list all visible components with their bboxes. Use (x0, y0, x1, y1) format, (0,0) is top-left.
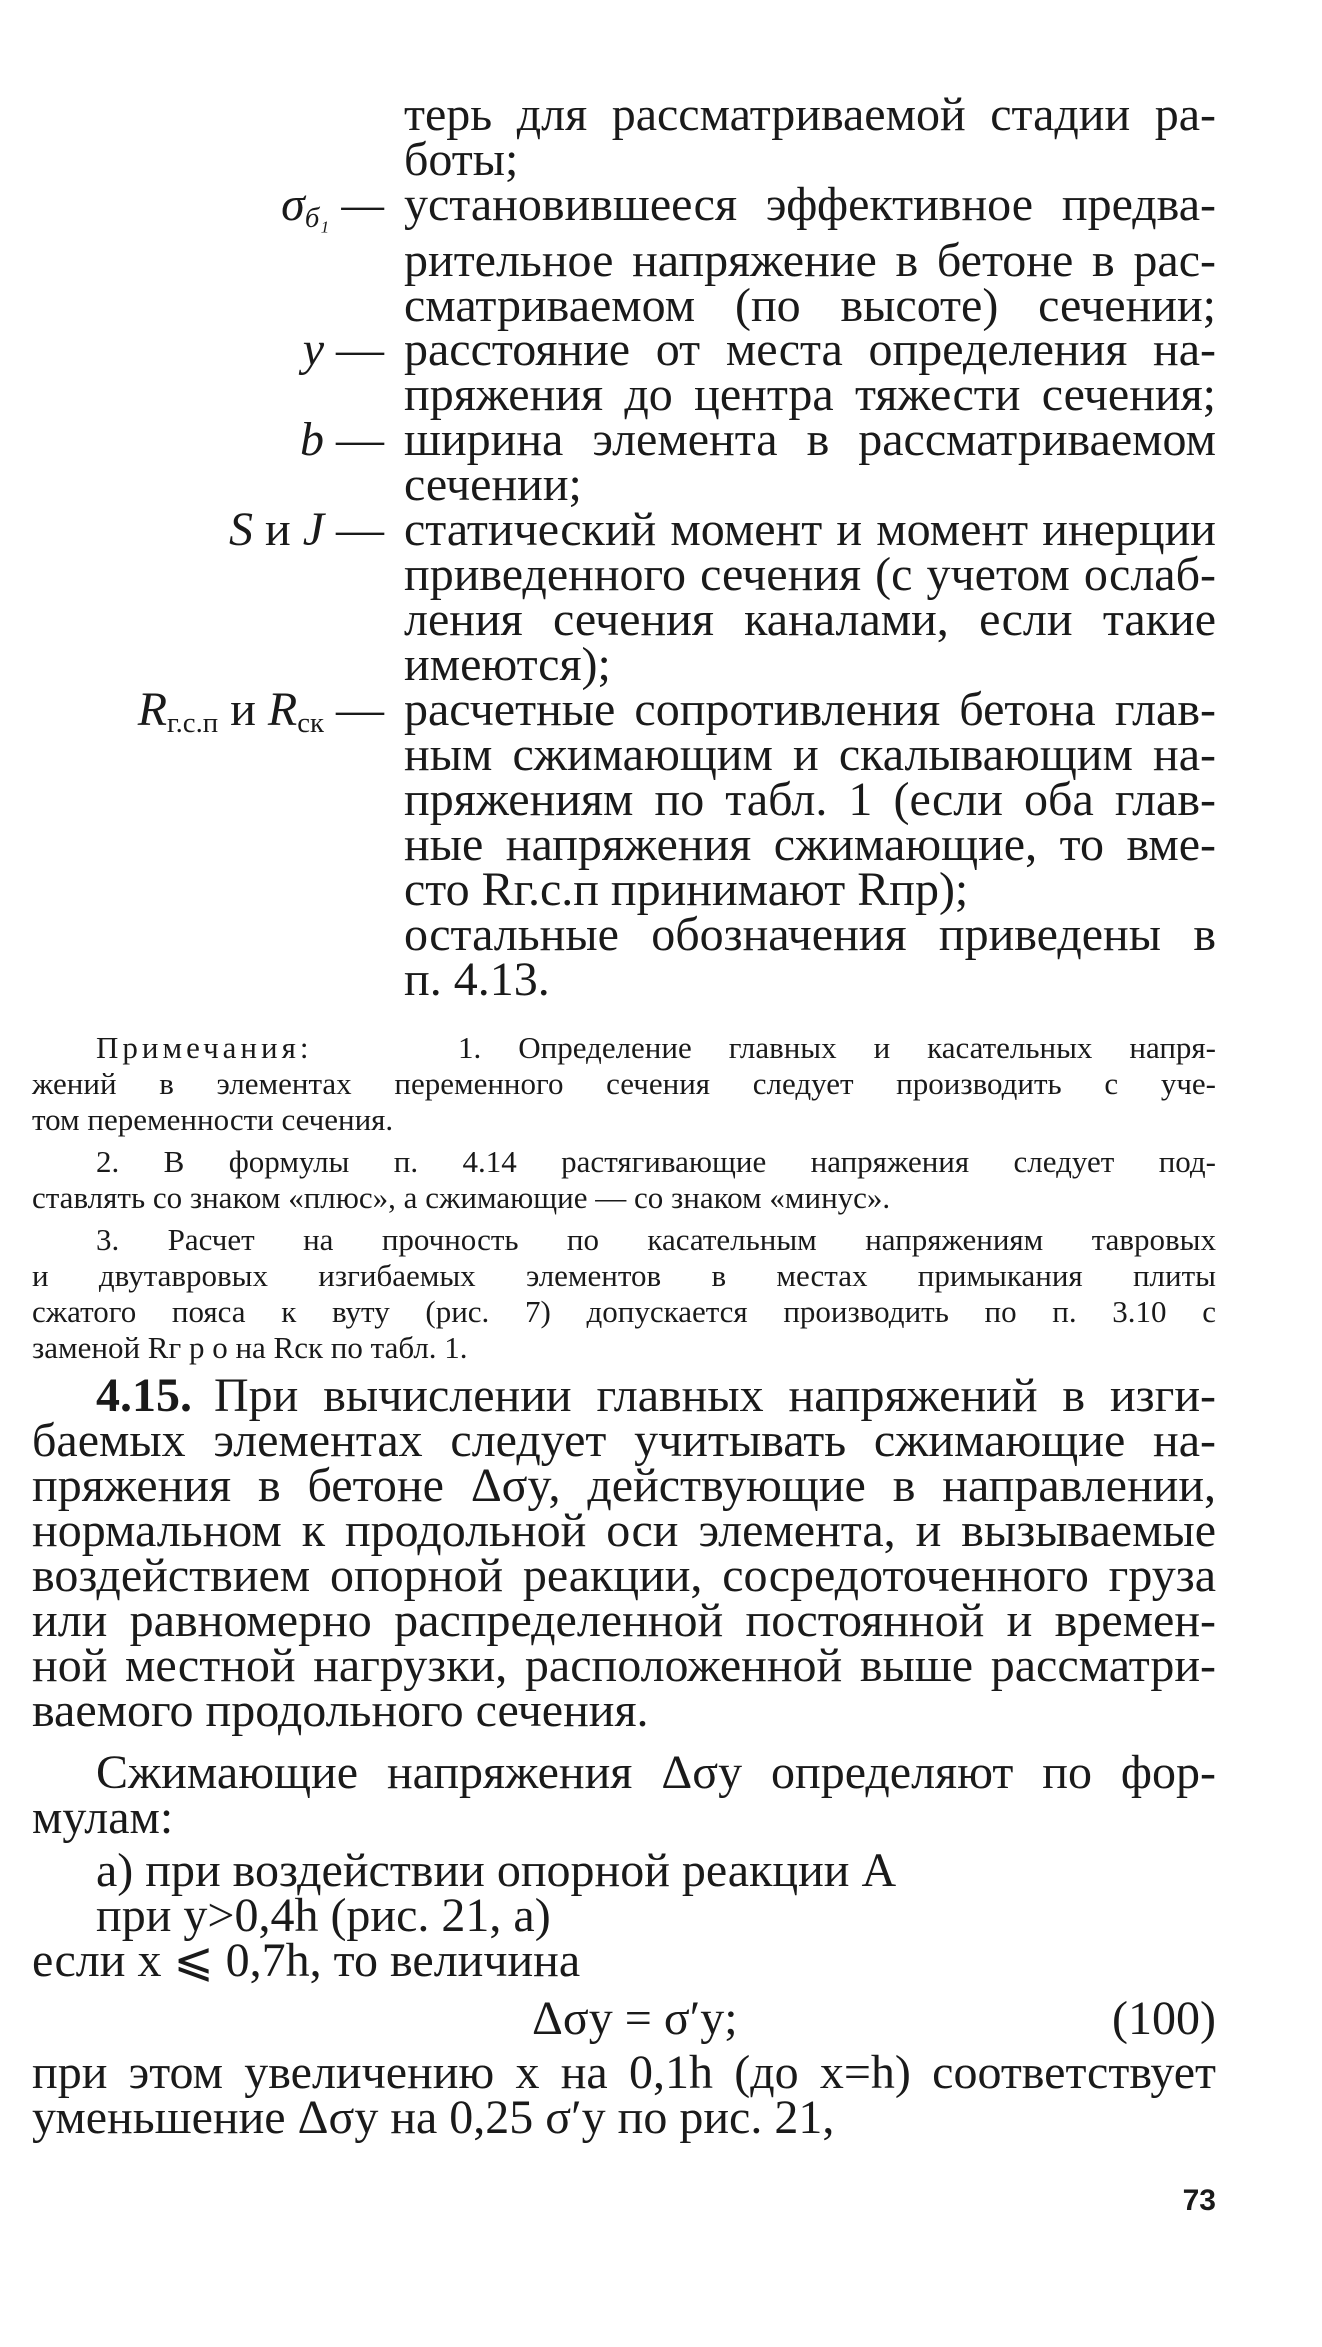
definition-term: b — (300, 413, 384, 466)
section-line: баемых элементах следует учитывать сжимающие на- (32, 1414, 1216, 1467)
section-number: 4.15. (96, 1369, 192, 1422)
section-line: При вычислении главных напряжений в изги- (214, 1369, 1216, 1422)
text-line: ления сечения каналами, если такие (404, 593, 1216, 646)
note-1-line: 1. Определение главных и касательных напря- (458, 1030, 1216, 1065)
text-line: сечении; (404, 458, 582, 511)
text-line: пряжениям по табл. 1 (если оба глав- (404, 773, 1216, 826)
note-3-line: заменой Rг р о на Rск по табл. 1. (32, 1330, 468, 1365)
paragraph-line: при этом увеличению x на 0,1h (до x=h) соответствует (32, 2046, 1216, 2099)
text-line: боты; (404, 133, 519, 186)
page-number: 73 (1182, 2184, 1216, 2217)
note-1-line: том переменности сечения. (32, 1102, 394, 1137)
paragraph-line: Сжимающие напряжения Δσy определяют по фор- (96, 1746, 1216, 1799)
text-line: терь для рассматриваемой стадии ра- (404, 88, 1216, 141)
note-3-line: 3. Расчет на прочность по касательным напряжениям тавровых (96, 1222, 1216, 1257)
definition-term: S и J — (229, 503, 384, 556)
definition-description (404, 683, 1216, 1006)
text-line: ным сжимающим и скалывающим на- (404, 728, 1216, 781)
text-line: сто Rг.с.п принимают Rпр); (404, 863, 969, 916)
section-line: нормальном к продольной оси элемента, и вызываемые (32, 1504, 1216, 1557)
section-line: ваемого продольного сечения. (32, 1684, 649, 1737)
text-line: п. 4.13. (404, 953, 550, 1006)
case-a-condition: при y>0,4h (рис. 21, a) (96, 1889, 551, 1942)
definition-term: $R_{г.с.п}$ и $R_{ск}$ — (137, 683, 384, 740)
text-line: рительное напряжение в бетоне в рас- (404, 234, 1216, 287)
definition-description (404, 503, 1216, 691)
definition-description (404, 323, 1216, 421)
definition-description (404, 178, 1216, 332)
definition-term: $\sigma_{б_1}$ — (281, 178, 384, 235)
formula-number: (100) (1112, 1992, 1216, 2045)
text-line: остальные обозначения приведены в (404, 908, 1216, 961)
note-2-line: 2. В формулы п. 4.14 растягивающие напряжения следует под- (96, 1144, 1216, 1179)
section-line: воздействием опорной реакции, сосредоточенного груза (32, 1549, 1216, 1602)
text-line: статический момент и момент инерции (404, 503, 1216, 556)
definition-description (404, 413, 1216, 511)
paragraph-line: мулам: (32, 1791, 174, 1844)
text-line: расчетные сопротивления бетона глав- (404, 683, 1216, 736)
text-line: ные напряжения сжимающие, то вме- (404, 818, 1216, 871)
text-line: имеются); (404, 638, 611, 691)
section-line: пряжения в бетоне Δσy, действующие в направлении, (32, 1459, 1216, 1512)
notes-heading: Примечания: (96, 1030, 313, 1065)
condition-line: если x ⩽ 0,7h, то величина (32, 1934, 581, 1987)
text-line: расстояние от места определения на- (404, 323, 1216, 376)
text-line: пряжения до центра тяжести сечения; (404, 368, 1216, 421)
section-line: ной местной нагрузки, расположенной выше рассматри- (32, 1639, 1216, 1692)
formula-100: Δσy = σ′y; (532, 1992, 738, 2045)
note-3-line: и двутавровых изгибаемых элементов в местах примыкания плиты (32, 1258, 1216, 1293)
paragraph-line: уменьшение Δσy на 0,25 σ′y по рис. 21, (32, 2091, 835, 2144)
note-1-line: жений в элементах переменного сечения следует производить с уче- (32, 1066, 1216, 1101)
note-3-line: сжатого пояса к вуту (рис. 7) допускается производить по п. 3.10 с (32, 1294, 1216, 1329)
note-2-line: ставлять со знаком «плюс», а сжимающие — со знаком «минус». (32, 1180, 891, 1215)
section-line: или равномерно распределенной постоянной и времен- (32, 1594, 1216, 1647)
case-a-line: а) при воздействии опорной реакции A (96, 1844, 897, 1897)
text-line: приведенного сечения (с учетом ослаб- (404, 548, 1216, 601)
text-line: ширина элемента в рассматриваемом (404, 413, 1216, 466)
text-line: сматриваемом (по высоте) сечении; (404, 279, 1216, 332)
definition-term: y — (302, 323, 384, 376)
text-line: установившееся эффективное предва- (404, 178, 1216, 231)
